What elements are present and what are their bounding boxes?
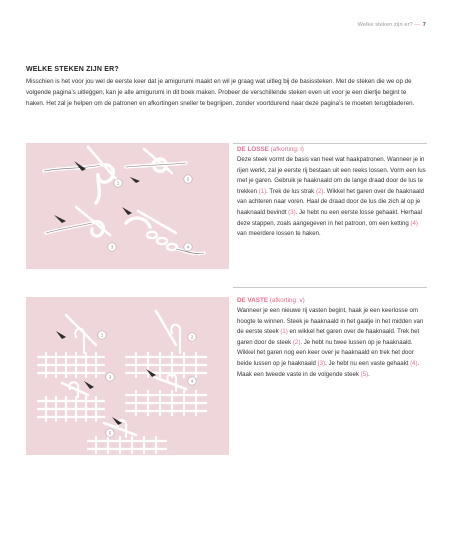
losse-step-ref-1: (1): [258, 187, 267, 195]
vaste-section-title: [237, 297, 305, 304]
vaste-figure-label-3: 3: [108, 374, 112, 380]
vaste-illustration-panel: [26, 297, 229, 455]
losse-figure-label-3: 3: [110, 244, 114, 250]
vaste-text-seg: . Maak een tweede vaste in de volgende steek: [237, 359, 420, 378]
vaste-step-ref-2: (2): [292, 338, 301, 346]
losse-text-seg: . Wikkel het garen over de haaknaald van achteren naar voren. Haal de draad door de lus die zich al op je haaknaald bevindt: [237, 187, 424, 216]
losse-text-seg: . Je hebt nu een eerste losse gehaakt. Herhaal deze stappen, zoals aangegeven in het patroon, om een ketting: [237, 208, 422, 227]
vaste-figure-label-5: 5: [108, 430, 112, 436]
losse-figure-label-4: 4: [186, 244, 190, 250]
vaste-figure-label-4: 4: [190, 378, 194, 384]
vaste-text-seg: Wanneer je een nieuwe rij vasten begint, haak je een keerlosse om hoogte te winnen. Steek je haaknaald in het gaatje in het midden van de eerste steek: [237, 307, 424, 336]
vaste-section-rule: [233, 287, 427, 288]
running-head-title: Welke steken zijn er?: [357, 22, 413, 28]
vaste-step-ref-3: (3): [317, 359, 326, 367]
losse-title-abbr: (afkorting: l): [270, 146, 304, 153]
losse-section-rule: [233, 143, 427, 144]
page-number: 7: [422, 22, 426, 28]
losse-text-seg: Deze steek vormt de basis van heel wat haakpatronen. Wanneer je in rijen werkt, zal je eerste rij bestaan uit een reeks lossen. Vorm een lus met je garen. Gebruik je haaknaald om de lange draad door de lus te trekken: [237, 156, 426, 195]
vaste-figure-label-1: 1: [100, 332, 104, 338]
losse-body-text: [237, 155, 427, 240]
losse-text-seg: . Trek de lus strak: [266, 187, 316, 195]
losse-section-title: [237, 146, 304, 153]
vaste-step-ref-1: (1): [280, 328, 288, 336]
losse-illustration-panel: [26, 143, 229, 269]
page-heading: WELKE STEKEN ZIJN ER?: [26, 66, 119, 73]
vaste-title-abbr: (afkorting: v): [269, 297, 305, 304]
vaste-text-seg: . Je hebt nu een vaste gehaakt: [325, 359, 411, 367]
losse-step-ref-3: (3): [288, 208, 296, 216]
vaste-text-seg: en wikkel het garen over de haaknaald. Trek het garen door de steek: [237, 328, 420, 346]
vaste-text-seg: .: [368, 370, 370, 378]
vaste-text-seg: . Je hebt nu twee lussen op je haaknaald. Wikkel het garen nog een keer over je haaknaald en trek het door beide lussen op je haaknaald: [237, 338, 414, 367]
intro-paragraph: Misschien is het voor jou wel de eerste keer dat je amigurumi maakt en wil je graag wat uitleg bij de basissteken. Met de steken die we op de volgende pagina’s uitleggen, kan je alle amigurumi in dit boek maken. Probeer de verschillende steken even uit voor je een diertje begint te haken. Het zal je helpen om de patronen en afkortingen sneller te begrijpen, zonder voortdurend naar deze pagina’s te moeten terugbladeren.: [26, 78, 415, 108]
vaste-body-text: [237, 306, 427, 380]
losse-figure-label-2: 2: [186, 176, 190, 182]
losse-text-seg: van meerdere lossen te haken.: [237, 230, 321, 238]
running-head-separator: —: [414, 22, 421, 28]
losse-step-ref-2: (2): [315, 187, 324, 195]
vaste-illustration: [26, 297, 229, 455]
vaste-figure-label-2: 2: [190, 334, 194, 340]
vaste-title-bold: DE VASTE: [237, 297, 269, 304]
losse-step-ref-4: (4): [410, 219, 418, 227]
running-head: [358, 22, 426, 28]
losse-title-bold: DE LOSSE: [237, 146, 269, 153]
vaste-step-ref-5: (5): [360, 370, 369, 378]
vaste-step-ref-4: (4): [410, 359, 418, 367]
losse-illustration: [26, 143, 229, 269]
losse-figure-label-1: 1: [116, 180, 120, 186]
